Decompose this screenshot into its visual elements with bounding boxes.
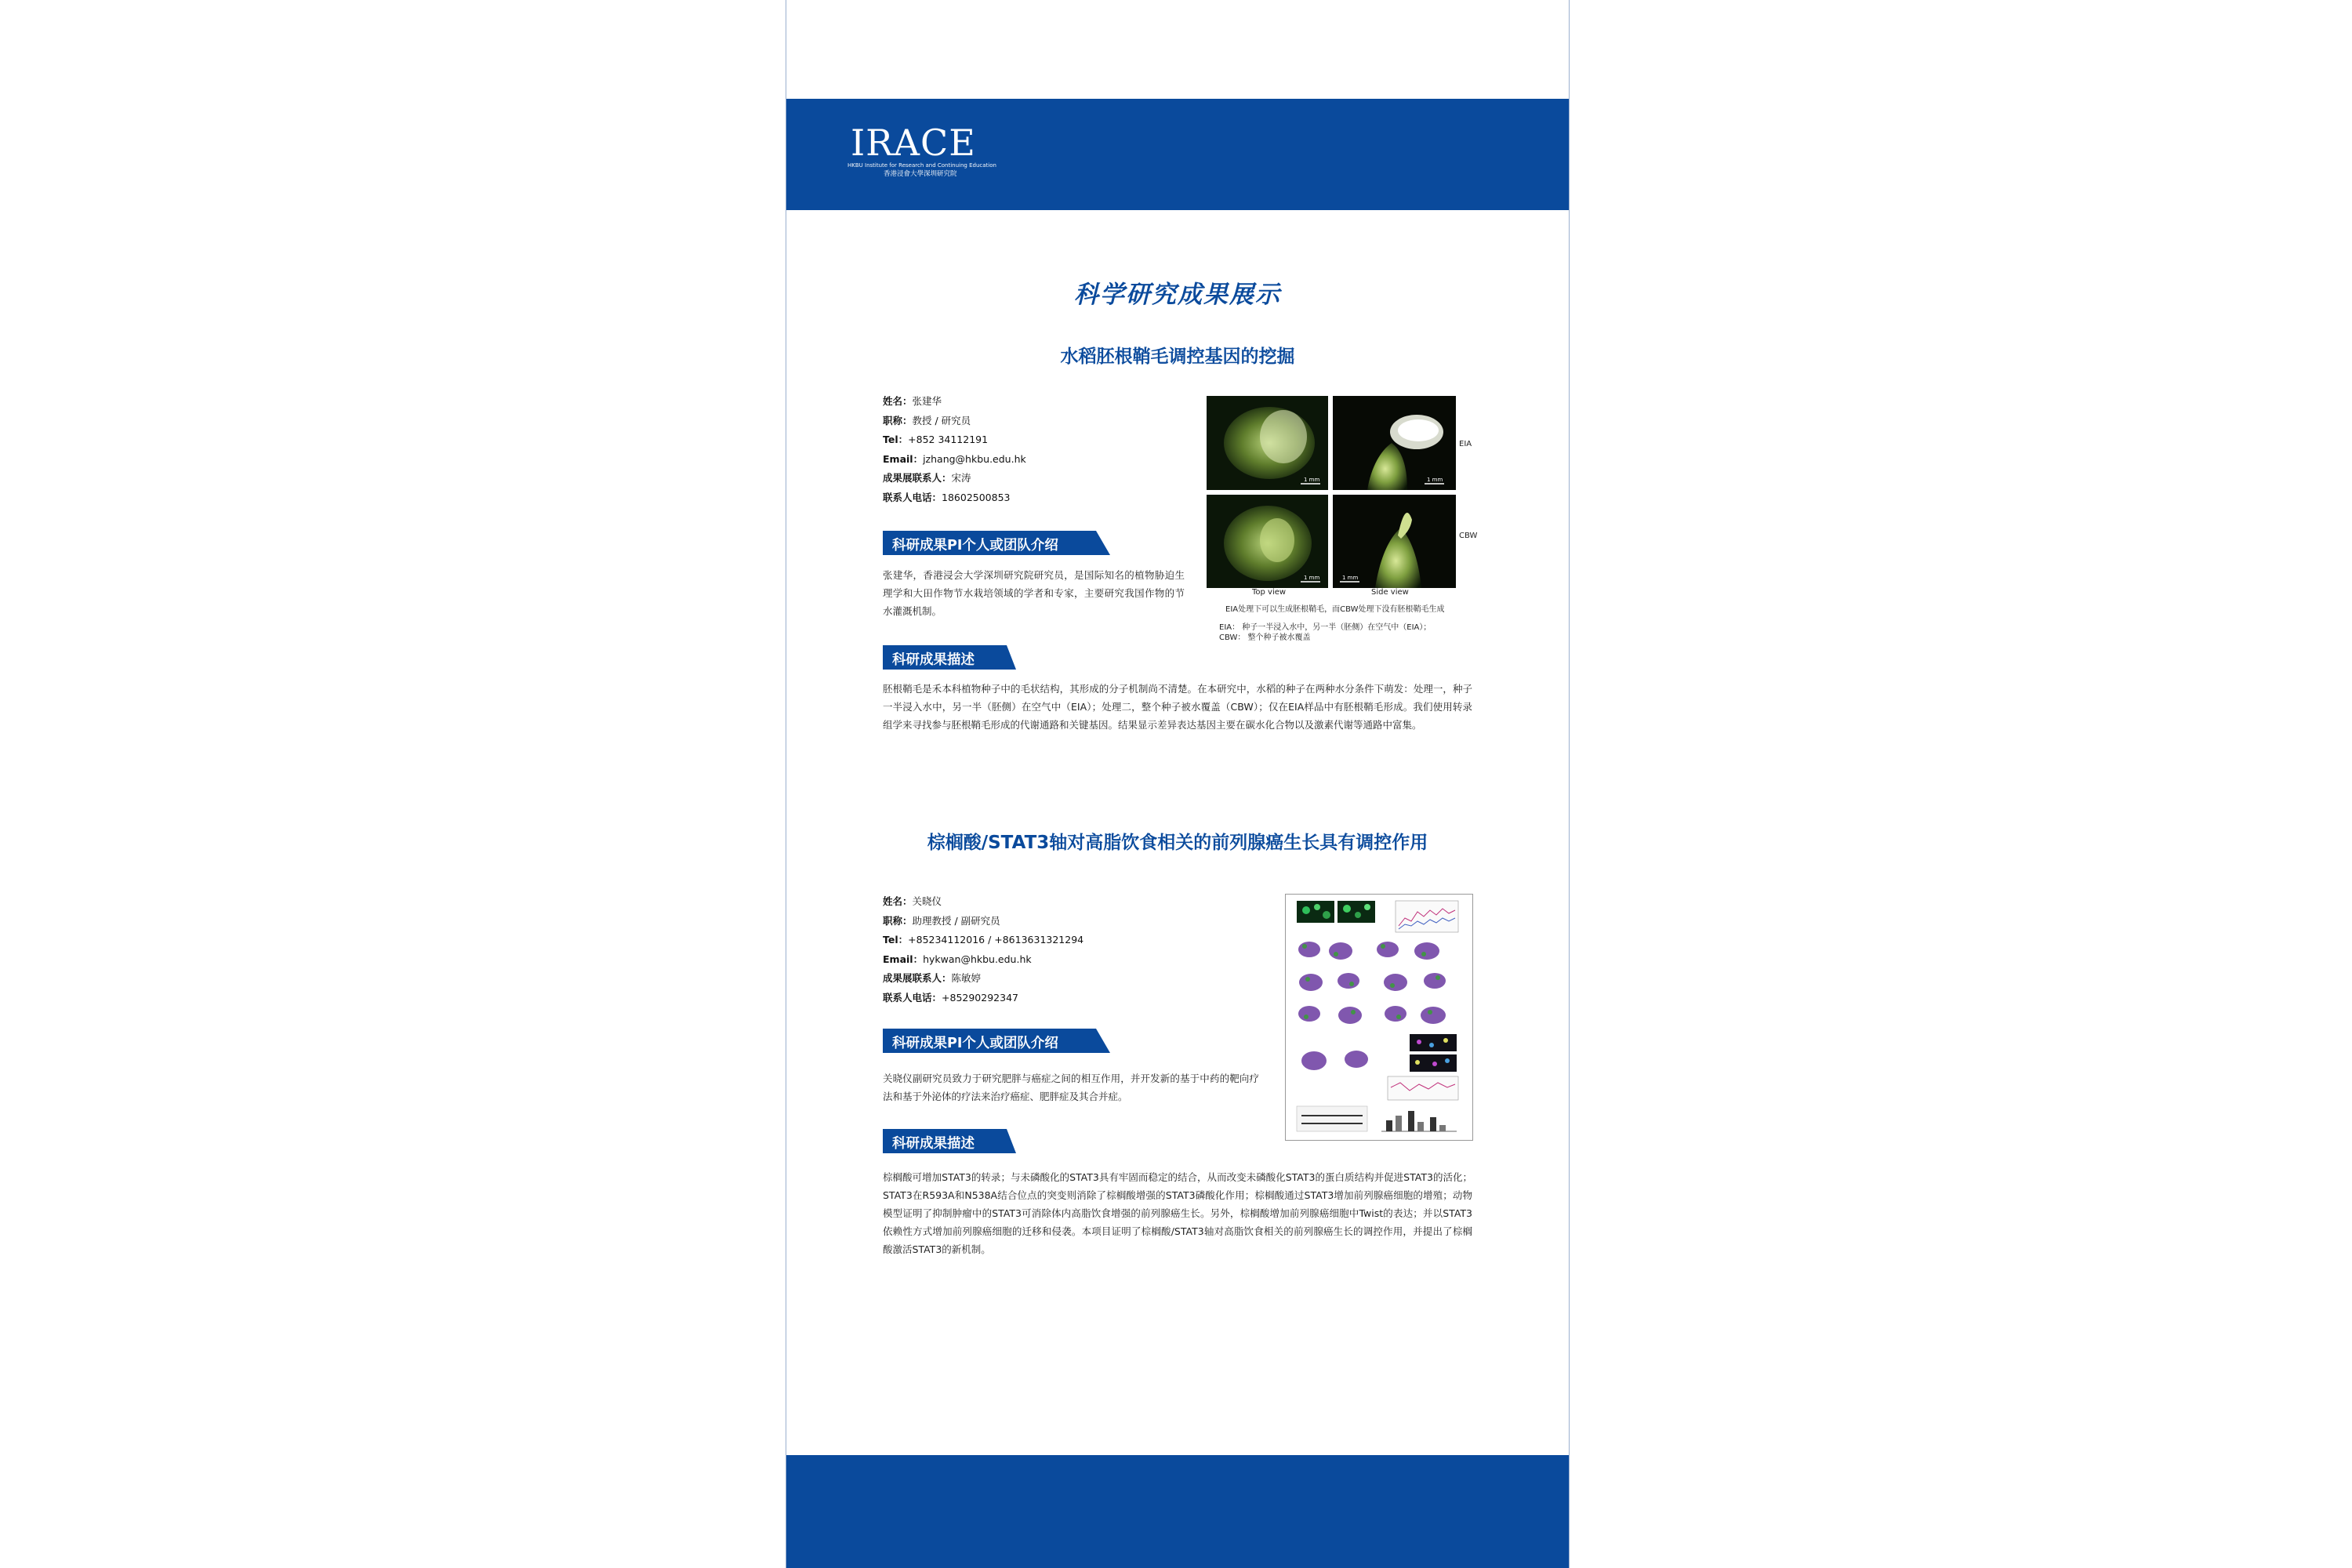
svg-text:1 mm: 1 mm	[1342, 575, 1359, 581]
irace-logo	[848, 122, 996, 179]
section2-pi-text: 关晓仪副研究员致力于研究肥胖与癌症之间的相互作用，并开发新的基于中药的靶向疗法和基于外泌体的疗法来治疗癌症、肥胖症及其合并症。	[883, 1073, 1259, 1102]
header-band	[786, 99, 1569, 210]
stat3-figure-panels	[1286, 895, 1472, 1140]
logo-wordmark: IRACE	[851, 122, 976, 164]
cbw-label: CBW	[1459, 532, 1478, 540]
section1-pi-tab	[883, 531, 1110, 555]
top-view-label: Top view	[1252, 588, 1287, 597]
info-row-name: 姓名：关晓仪	[883, 895, 942, 907]
tab-label: 科研成果描述	[892, 1136, 975, 1152]
logo-subtitle-cn: 香港浸會大學深圳研究院	[884, 170, 957, 178]
seed-photo-grid	[1207, 396, 1456, 592]
info-row-contact: 成果展联系人：宋涛	[883, 472, 971, 484]
info-row-title: 职称：助理教授 / 副研究员	[883, 914, 1000, 927]
info-row-contact-phone: 联系人电话：+85290292347	[883, 991, 1018, 1004]
section2-desc-tab	[883, 1129, 1110, 1153]
tab-label: 科研成果PI个人或团队介绍	[892, 1036, 1058, 1051]
seed-photo-figure	[1207, 396, 1456, 592]
figure-caption-cbw: CBW： 整个种子被水覆盖	[1219, 633, 1311, 642]
section1-desc-text: 胚根鞘毛是禾本科植物种子中的毛状结构，其形成的分子机制尚不清楚。在本研究中，水稻的种子在两种水分条件下萌发：处理一，种子一半浸入水中，另一半（胚侧）在空气中（EIA）；处理二，整个种子被水覆盖（CBW）；仅在EIA样品中有胚根鞘毛形成。我们使用转录组学来寻找参与胚根鞘毛形成的代谢通路和关键基因。结果显示差异表达基因主要在碳水化合物以及激素代谢等通路中富集。	[883, 683, 1472, 731]
info-row-email: Email：hykwan@hkbu.edu.hk	[883, 953, 1032, 965]
figure-caption: EIA处理下可以生成胚根鞘毛，而CBW处理下没有胚根鞘毛生成	[1225, 605, 1445, 614]
section2-info	[883, 892, 1083, 1007]
tab-label: 科研成果描述	[892, 652, 975, 668]
section1-pi-text: 张建华，香港浸会大学深圳研究院研究员，是国际知名的植物胁迫生理学和大田作物节水栽培领域的学者和专家，主要研究我国作物的节水灌溉机制。	[883, 569, 1185, 617]
stat3-research-figure	[1285, 894, 1473, 1141]
section2-pi-tab	[883, 1029, 1110, 1053]
eia-label: EIA	[1459, 440, 1472, 448]
info-row-name: 姓名：张建华	[883, 395, 942, 407]
section1-info	[883, 392, 1026, 507]
svg-text:1 mm: 1 mm	[1304, 575, 1320, 581]
logo-subtitle-en: HKBU Institute for Research and Continuing Education	[848, 162, 996, 169]
svg-text:1 mm: 1 mm	[1304, 477, 1320, 483]
info-row-email: Email：jzhang@hkbu.edu.hk	[883, 452, 1026, 465]
figure-caption-eia: EIA： 种子一半浸入水中，另一半（胚侧）在空气中（EIA）；	[1219, 623, 1432, 632]
svg-text:1 mm: 1 mm	[1427, 477, 1443, 483]
info-row-tel: Tel：+852 34112191	[883, 434, 989, 445]
info-row-contact-phone: 联系人电话：18602500853	[883, 491, 1011, 503]
section1-desc-tab	[883, 645, 1110, 670]
footer-band	[786, 1455, 1569, 1568]
info-row-tel: Tel：+85234112016 / +8613631321294	[883, 934, 1084, 946]
tab-label: 科研成果PI个人或团队介绍	[892, 538, 1058, 554]
section2-title: 棕榈酸/STAT3轴对高脂饮食相关的前列腺癌生长具有调控作用	[927, 833, 1428, 853]
info-row-title: 职称：教授 / 研究员	[883, 414, 971, 426]
section1-title: 水稻胚根鞘毛调控基因的挖掘	[1060, 347, 1295, 367]
poster	[786, 0, 1570, 1568]
side-view-label: Side view	[1371, 588, 1409, 597]
section2-desc-text: 棕榈酸可增加STAT3的转录；与未磷酸化的STAT3具有牢固而稳定的结合，从而改变未磷酸化STAT3的蛋白质结构并促进STAT3的活化；STAT3在R593A和N538A结合位点的突变则消除了棕榈酸增强的STAT3磷酸化作用；棕榈酸通过STAT3增加前列腺癌细胞的增殖；动物模型证明了抑制肿瘤中的STAT3可消除体内高脂饮食增强的前列腺癌生长。另外，棕榈酸增加前列腺癌细胞中Twist的表达；并以STAT3依赖性方式增加前列腺癌细胞的迁移和侵袭。本项目证明了棕榈酸/STAT3轴对高脂饮食相关的前列腺癌生长的调控作用，并提出了棕榈酸激活STAT3的新机制。	[883, 1171, 1472, 1255]
info-row-contact: 成果展联系人：陈敏婷	[883, 972, 982, 984]
page-title: 科学研究成果展示	[1074, 281, 1281, 309]
